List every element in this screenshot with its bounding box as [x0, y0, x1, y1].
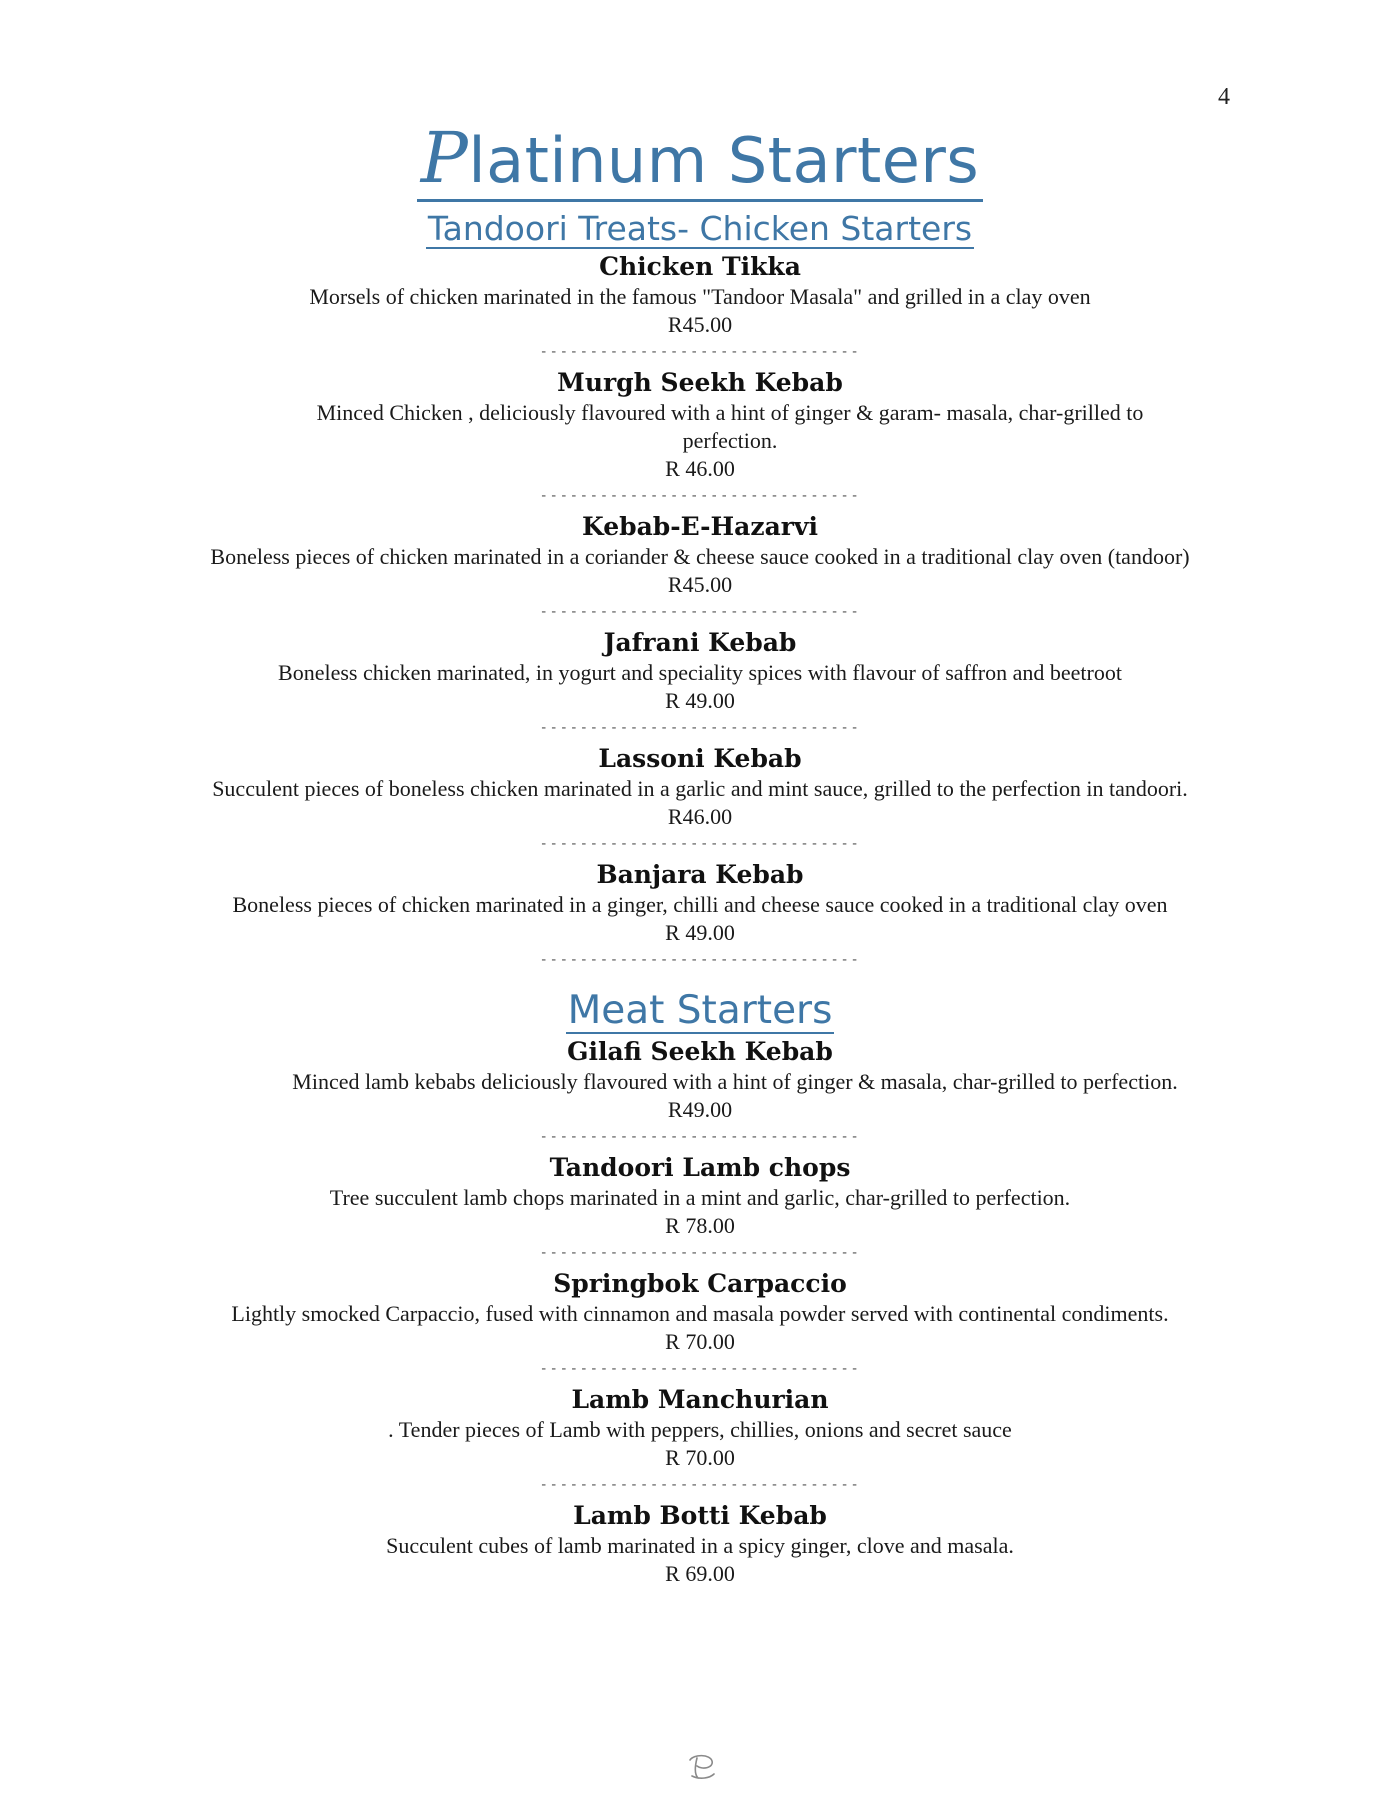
page-title-initial: P [420, 117, 469, 199]
item-name: Lamb Manchurian [571, 1384, 829, 1414]
item-description: Boneless chicken marinated, in yogurt and speciality spices with flavour of saffron and beetroot [278, 659, 1122, 685]
item-price: R 78.00 [665, 1212, 735, 1238]
menu-item [0, 1152, 1400, 1240]
item-description: Tree succulent lamb chops marinated in a mint and garlic, char-grilled to perfection. [329, 1184, 1071, 1210]
divider: -------------------------------- [539, 719, 861, 736]
item-price: R 70.00 [665, 1444, 735, 1470]
item-name: Kebab-E-Hazarvi [582, 511, 818, 541]
item-description: Minced Chicken , deliciously flavoured with a hint of ginger & garam- masala, char-grilled to perfection. [316, 399, 1144, 453]
section-meat-starters [0, 973, 1400, 1588]
menu-item [0, 367, 1400, 483]
menu-item [0, 1036, 1400, 1124]
divider: -------------------------------- [539, 487, 861, 504]
item-description: . Tender pieces of Lamb with peppers, chillies, onions and secret sauce [388, 1416, 1012, 1442]
item-name: Springbok Carpaccio [553, 1268, 847, 1298]
item-description: Minced lamb kebabs deliciously flavoured with a hint of ginger & masala, char-grilled to perfection. [292, 1068, 1178, 1094]
page-title-rest: latinum Starters [468, 124, 980, 197]
item-name: Jafrani Kebab [603, 627, 797, 657]
page-title [417, 117, 983, 202]
item-price: R 46.00 [665, 455, 735, 481]
item-price: R 70.00 [665, 1328, 735, 1354]
section-chicken-starters [0, 209, 1400, 973]
item-price: R 49.00 [665, 687, 735, 713]
item-name: Lamb Botti Kebab [573, 1500, 827, 1530]
divider: -------------------------------- [539, 1360, 861, 1377]
menu-item [0, 859, 1400, 947]
item-description: Boneless pieces of chicken marinated in a coriander & cheese sauce cooked in a traditional clay oven (tandoor) [210, 543, 1190, 569]
divider: -------------------------------- [539, 343, 861, 360]
item-price: R49.00 [667, 1096, 733, 1122]
menu-item [0, 1384, 1400, 1472]
item-name: Chicken Tikka [599, 251, 801, 281]
item-name: Banjara Kebab [596, 859, 804, 889]
divider: -------------------------------- [539, 1476, 861, 1493]
item-name: Gilafi Seekh Kebab [567, 1036, 833, 1066]
menu-item [0, 743, 1400, 831]
divider: -------------------------------- [539, 1128, 861, 1145]
item-description: Succulent cubes of lamb marinated in a spicy ginger, clove and masala. [386, 1532, 1014, 1558]
page-title-container [0, 117, 1400, 202]
item-name: Tandoori Lamb chops [549, 1152, 851, 1182]
divider: -------------------------------- [539, 603, 861, 620]
item-description: Morsels of chicken marinated in the famous "Tandoor Masala" and grilled in a clay oven [309, 283, 1091, 309]
menu-content [0, 209, 1400, 1588]
divider: -------------------------------- [539, 835, 861, 852]
menu-item [0, 1500, 1400, 1588]
section-heading: Tandoori Treats- Chicken Starters [427, 209, 973, 248]
divider: -------------------------------- [539, 951, 861, 968]
item-price: R 49.00 [665, 919, 735, 945]
menu-item [0, 511, 1400, 599]
item-price: R45.00 [667, 311, 733, 337]
menu-item [0, 627, 1400, 715]
page-number: 4 [1218, 84, 1230, 110]
item-price: R 69.00 [665, 1560, 735, 1586]
item-price: R45.00 [667, 571, 733, 597]
section-heading: Meat Starters [567, 987, 833, 1033]
platinum-monogram-icon [684, 1752, 720, 1782]
item-name: Lassoni Kebab [598, 743, 802, 773]
item-description: Boneless pieces of chicken marinated in a ginger, chilli and cheese sauce cooked in a traditional clay oven [232, 891, 1168, 917]
divider: -------------------------------- [539, 1244, 861, 1261]
item-description: Succulent pieces of boneless chicken marinated in a garlic and mint sauce, grilled to the perfection in tandoori. [212, 775, 1188, 801]
item-price: R46.00 [667, 803, 733, 829]
menu-item [0, 251, 1400, 339]
item-name: Murgh Seekh Kebab [557, 367, 843, 397]
item-description: Lightly smocked Carpaccio, fused with cinnamon and masala powder served with continental condiments. [231, 1300, 1169, 1326]
menu-item [0, 1268, 1400, 1356]
